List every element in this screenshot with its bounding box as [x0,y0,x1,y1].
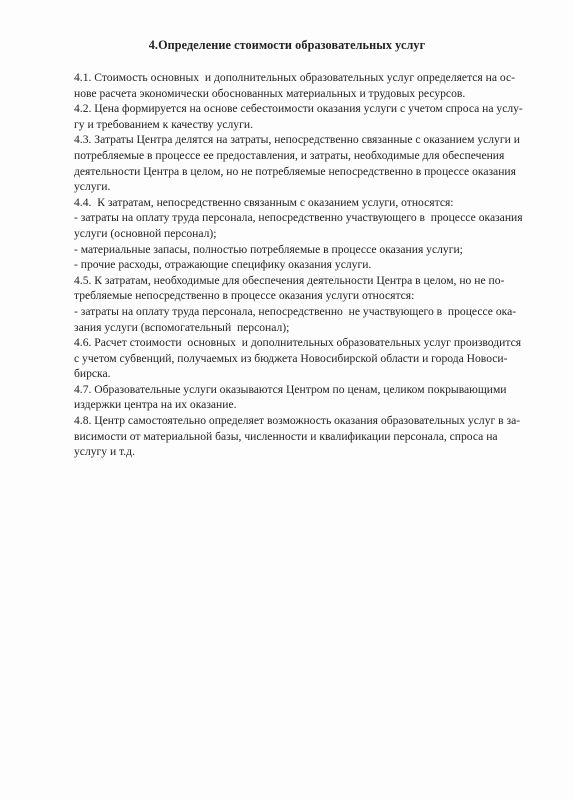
body-line: услуги (основной персонал); [74,226,217,240]
body-line: услуги. [74,180,111,194]
body-line: 4.1. Стоимость основных и дополнительных образовательных услуг определяется на ос- [74,71,516,84]
body-line: гу и требованием к качеству услуги. [74,117,253,131]
body-line: 4.7. Образовательные услуги оказываются Центром по ценам, целиком покрывающими [74,382,507,396]
body-line: с учетом субвенций, получаемых из бюджета Новосибирской области и города Новоси- [74,351,508,365]
body-line: потребляемые в процессе ее предоставления, и затраты, необходимые для обеспечения [74,148,505,162]
body-line: 4.6. Расчет стоимости основных и дополнительных образовательных услуг производится [74,336,522,350]
body-line: 4.2. Цена формируется на основе себестоимости оказания услуги с учетом спроса на услу- [74,102,523,116]
document-body [74,70,524,460]
body-line: требляемые непосредственно в процессе оказания услуги относятся: [74,289,415,303]
body-line: 4.5. К затратам, необходимые для обеспечения деятельности Центра в целом, но не по- [74,273,505,287]
body-line: - затраты на оплату труда персонала, непосредственно участвующего в процессе оказания [74,211,523,225]
document-title: 4.Определение стоимости образовательных услуг [148,38,426,52]
body-line: висимости от материальной базы, численности и квалификации персонала, спроса на [74,429,498,443]
body-line: 4.8. Центр самостоятельно определяет возможность оказания образовательных услуг в за- [74,414,521,428]
body-line: нове расчета экономически обоснованных материальных и трудовых ресурсов. [74,86,466,100]
body-line: зания услуги (вспомогательный персонал); [74,320,290,334]
body-line: - прочие расходы, отражающие специфику оказания услуги. [74,258,372,272]
body-line: - материальные запасы, полностью потребляемые в процессе оказания услуги; [74,242,463,256]
body-line: 4.3. Затраты Центра делятся на затраты, непосредственно связанные с оказанием услуги и [74,133,520,147]
body-line: издержки центра на их оказание. [74,398,237,412]
body-line: бирска. [74,367,111,381]
body-line: 4.4. К затратам, непосредственно связанным с оказанием услуги, относятся: [74,195,454,209]
body-line: - затраты на оплату труда персонала, непосредственно не участвующего в процессе ока- [74,304,517,318]
body-line: услугу и т.д. [74,445,135,459]
body-line: деятельности Центра в целом, но не потребляемые непосредственно в процессе оказания [74,164,516,178]
